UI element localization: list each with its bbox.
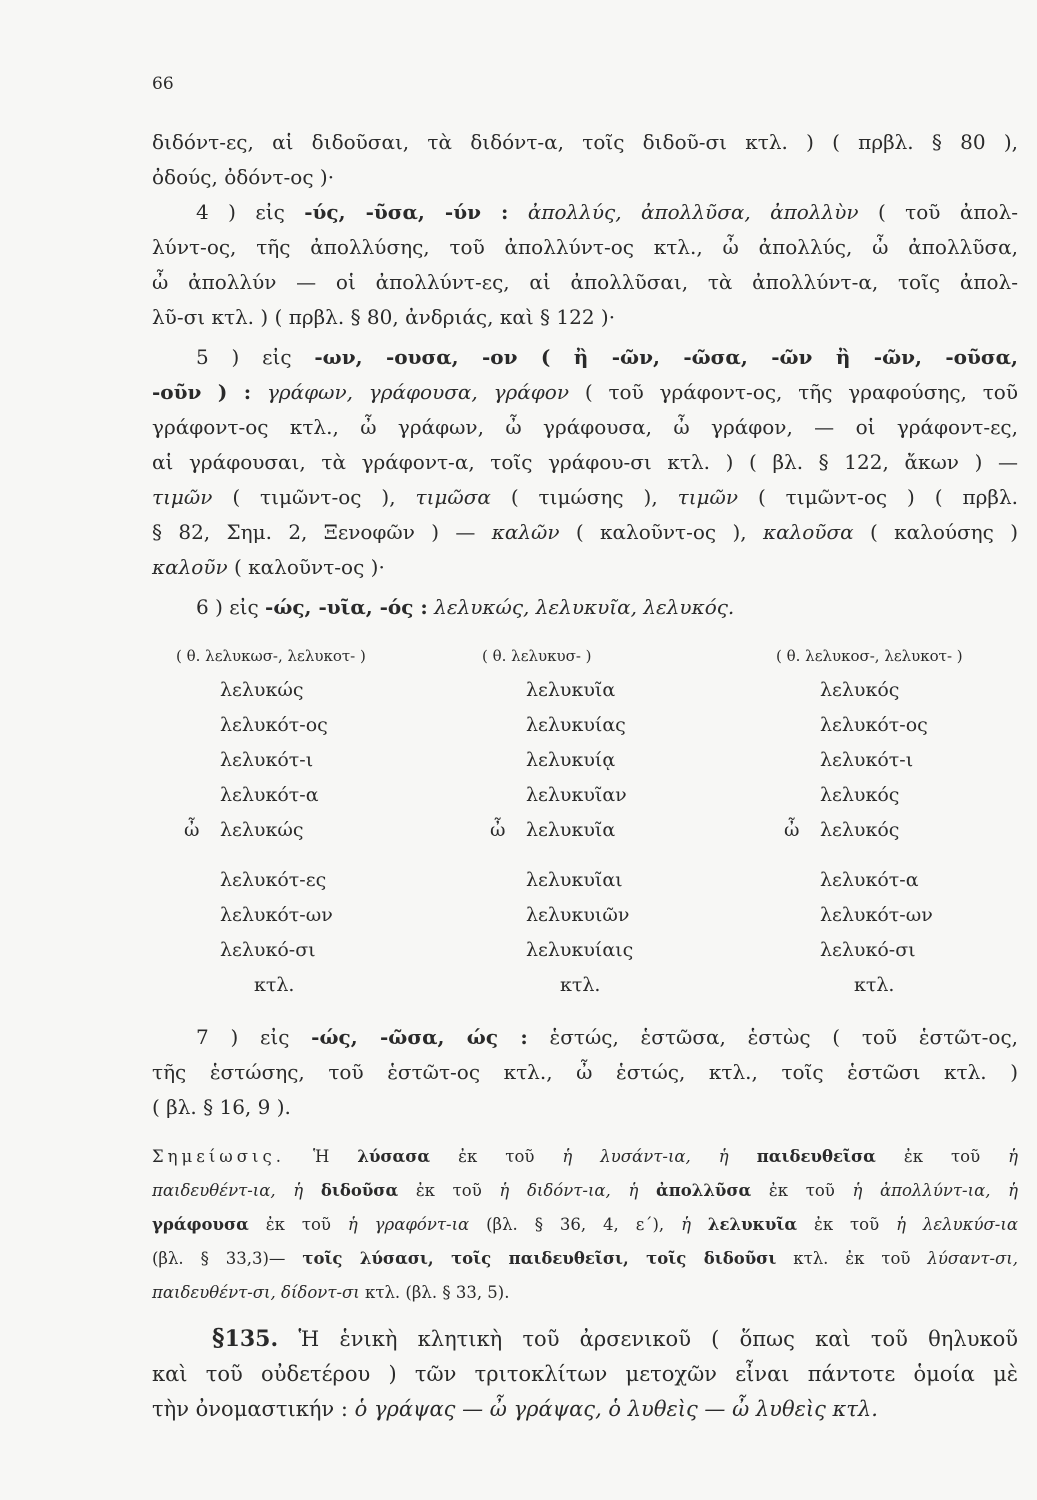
text-line: διδόντ-ες, αἱ διδοῦσαι, τὰ διδόντ-α, τοῖς διδοῦ-σι κτλ. ) ( πρβλ. § 80 ), <box>152 130 1018 154</box>
text-span: Ἡ <box>312 1147 330 1166</box>
item-number: 5 ) εἰς <box>196 345 292 369</box>
endings: -ώς, -ῶσα, ώς : <box>311 1025 528 1049</box>
form-dat-pl: λελυκό-σι <box>820 939 916 961</box>
form-voc-sg: λελυκός <box>820 819 900 841</box>
note-label: Σημείωσις. <box>152 1147 285 1166</box>
paragraph-6 <box>152 590 1018 625</box>
endings: -ων, -ουσα, -ον ( ἢ -ῶν, -ῶσα, -ῶν ἢ -ῶν, -οῦσα, <box>314 345 1018 369</box>
text-span: ἑστώς, ἑστῶσα, ἑστὼς ( τοῦ ἑστῶτ-ος, <box>549 1025 1019 1049</box>
form-acc-sg: λελυκυῖαν <box>526 784 627 806</box>
form-nom-sg: λελυκός <box>820 679 900 701</box>
form-voc-sg: λελυκυῖα <box>526 819 616 841</box>
text-span: ἡ <box>1008 1147 1019 1166</box>
text-span: ( καλοῦντ-ος )· <box>234 555 385 579</box>
text-span: τοῖς λύσασι, τοῖς παιδευθεῖσι, τοῖς διδοῦσι <box>302 1249 777 1268</box>
text-span: ἐκ τοῦ <box>903 1147 981 1166</box>
column-head: ( θ. λελυκωσ-, λελυκοτ- ) <box>176 647 366 665</box>
form-nom-sg: λελυκυῖα <box>526 679 616 701</box>
form-nom-pl: λελυκυῖαι <box>526 869 623 891</box>
text-span: (βλ. § 33,3)— <box>152 1249 286 1268</box>
ktl: κτλ. <box>560 974 601 996</box>
column-head: ( θ. λελυκοσ-, λελυκοτ- ) <box>776 647 963 665</box>
form-dat-pl: λελυκό-σι <box>220 939 316 961</box>
text-span: ἐκ τοῦ <box>768 1181 835 1200</box>
text-span: λύσαντ-σι, <box>927 1249 1018 1268</box>
text-span: ἡ διδόντ-ια, ἡ <box>499 1181 639 1200</box>
vocative-particle: ὦ <box>184 819 200 841</box>
text-line: αἱ γράφουσαι, τὰ γράφοντ-α, τοῖς γράφου-σι κτλ. ) ( βλ. § 122, ἄκων ) — <box>152 450 1018 474</box>
examples: λελυκώς, λελυκυῖα, λελυκός. <box>434 595 735 619</box>
top-continuation <box>152 125 1018 195</box>
form-nom-pl: λελυκότ-ες <box>220 869 327 891</box>
text-span: καλῶν <box>491 520 560 544</box>
text-span: ὁ γράψας — ὦ γράψας, ὁ λυθεὶς — ὦ λυθεὶς κτλ. <box>354 1397 878 1421</box>
form-gen-sg: λελυκότ-ος <box>820 714 928 736</box>
form-gen-pl: λελυκότ-ων <box>220 904 333 926</box>
text-span: λύσασα <box>357 1147 431 1166</box>
text-span: τιμῶν <box>152 485 213 509</box>
text-span: ( καλοῦντ-ος ), <box>575 520 747 544</box>
form-gen-pl: λελυκυιῶν <box>526 904 630 926</box>
section-number: 135. <box>224 1326 279 1352</box>
form-nom-pl: λελυκότ-α <box>820 869 919 891</box>
text-line: ὀδούς, ὀδόντ-ος )· <box>152 165 335 189</box>
text-line: λύντ-ος, τῆς ἀπολλύσης, τοῦ ἀπολλύντ-ος κτλ., ὦ ἀπολλύς, ὦ ἀπολλῦσα, <box>152 235 1018 259</box>
text-span: ἐκ τοῦ <box>458 1147 535 1166</box>
endings: -ύς, -ῦσα, -ύν : <box>304 200 509 224</box>
examples: ἀπολλύς, ἀπολλῦσα, ἀπολλὺν <box>527 200 859 224</box>
table-column-feminine <box>482 645 634 996</box>
text-span: ( τιμῶντ-ος ) ( πρβλ. <box>757 485 1019 509</box>
text-span: γράφουσα <box>152 1215 249 1234</box>
column-head: ( θ. λελυκυσ- ) <box>482 647 592 665</box>
text-span: ( τιμώσης ), <box>510 485 658 509</box>
text-span: καλοῦσα <box>762 520 854 544</box>
text-span: ἡ γραφόντ-ια <box>347 1215 470 1234</box>
text-span: ( καλούσης ) <box>870 520 1019 544</box>
text-span: κτλ. ἐκ τοῦ <box>793 1249 911 1268</box>
text-span: λελυκυῖα <box>707 1215 798 1234</box>
text-span: ( τοῦ γράφοντ-ος, τῆς γραφούσης, τοῦ <box>584 380 1018 404</box>
note <box>152 1140 1018 1310</box>
text-line: γράφοντ-ος κτλ., ὦ γράφων, ὦ γράφουσα, ὦ γράφον, — οἱ γράφοντ-ες, <box>152 415 1018 439</box>
form-dat-pl: λελυκυίαις <box>526 939 634 961</box>
text-span: παιδευθέντ-ια, ἡ <box>152 1181 304 1200</box>
text-span: ( τιμῶντ-ος ), <box>232 485 396 509</box>
text-span: τιμῶσα <box>415 485 491 509</box>
text-span: ἐκ τοῦ <box>813 1215 880 1234</box>
text-span: ἡ λελυκύσ-ια <box>896 1215 1018 1234</box>
examples: γράφων, γράφουσα, γράφον <box>266 380 569 404</box>
vocative-particle: ὦ <box>784 819 800 841</box>
paragraph-7 <box>152 1020 1018 1125</box>
ktl: κτλ. <box>254 974 295 996</box>
form-acc-sg: λελυκός <box>820 784 900 806</box>
text-line: τῆς ἑστώσης, τοῦ ἑστῶτ-ος κτλ., ὦ ἑστώς, κτλ., τοῖς ἑστῶσι κτλ. ) <box>152 1060 1018 1084</box>
text-span: τὴν ὀνομαστικήν : <box>152 1397 348 1421</box>
text-line: λῦ-σι κτλ. ) ( πρβλ. § 80, ἀνδριάς, καὶ § 122 )· <box>152 305 616 329</box>
text-line: καὶ τοῦ οὐδετέρου ) τῶν τριτοκλίτων μετοχῶν εἶναι πάντοτε ὁμοία μὲ <box>152 1362 1018 1386</box>
form-dat-sg: λελυκότ-ι <box>220 749 314 771</box>
text-span: ἡ ἀπολλύντ-ια, ἡ <box>852 1181 1018 1200</box>
text-span: § 82, Σημ. 2, Ξενοφῶν ) — <box>152 520 476 544</box>
table-column-neuter <box>776 645 963 996</box>
form-dat-sg: λελυκότ-ι <box>820 749 914 771</box>
page-number: 66 <box>152 74 174 94</box>
form-acc-sg: λελυκότ-α <box>220 784 319 806</box>
section-135 <box>152 1320 1018 1427</box>
item-number: 7 ) εἰς <box>196 1025 290 1049</box>
form-dat-sg: λελυκυίᾳ <box>526 749 616 771</box>
text-line: ὦ ἀπολλύν — οἱ ἀπολλύντ-ες, αἱ ἀπολλῦσαι, τὰ ἀπολλύντ-α, τοῖς ἀπολ- <box>152 270 1018 294</box>
text-span: καλοῦν <box>152 555 228 579</box>
section-symbol: § <box>212 1323 225 1352</box>
form-gen-sg: λελυκότ-ος <box>220 714 328 736</box>
vocative-particle: ὦ <box>490 819 506 841</box>
text-span: κτλ. (βλ. § 33, 5). <box>365 1283 510 1302</box>
form-voc-sg: λελυκώς <box>220 819 304 841</box>
text-span: ( τοῦ ἀπολ- <box>877 200 1019 224</box>
item-number: 4 ) εἰς <box>196 200 285 224</box>
item-number: 6 ) εἰς <box>196 595 259 619</box>
text-span: ἡ <box>681 1215 691 1234</box>
text-span: ἐκ τοῦ <box>415 1181 482 1200</box>
text-span: παιδευθεῖσα <box>756 1147 876 1166</box>
text-span: ἡ λυσάντ-ια, ἡ <box>562 1147 729 1166</box>
text-span: διδοῦσα <box>320 1181 399 1200</box>
form-gen-pl: λελυκότ-ων <box>820 904 933 926</box>
paragraph-5 <box>152 340 1018 585</box>
text-span: (βλ. § 36, 4, ε΄), <box>486 1215 665 1234</box>
text-line: ( βλ. § 16, 9 ). <box>152 1095 291 1119</box>
ktl: κτλ. <box>854 974 895 996</box>
table-column-masculine <box>176 645 366 996</box>
endings: -ώς, -υῖα, -ός : <box>265 595 428 619</box>
paragraph-4 <box>152 195 1018 335</box>
text-span: ἐκ τοῦ <box>265 1215 331 1234</box>
text-span: Ἡ ἑνικὴ κλητικὴ τοῦ ἀρσενικοῦ ( ὅπως καὶ τοῦ θηλυκοῦ <box>298 1327 1018 1351</box>
form-gen-sg: λελυκυίας <box>526 714 626 736</box>
text-span: τιμῶν <box>677 485 739 509</box>
text-span: παιδευθέντ-σι, δίδοντ-σι <box>152 1283 360 1302</box>
form-nom-sg: λελυκώς <box>220 679 304 701</box>
endings: -οῦν ) : <box>152 380 252 404</box>
text-span: ἀπολλῦσα <box>656 1181 752 1200</box>
